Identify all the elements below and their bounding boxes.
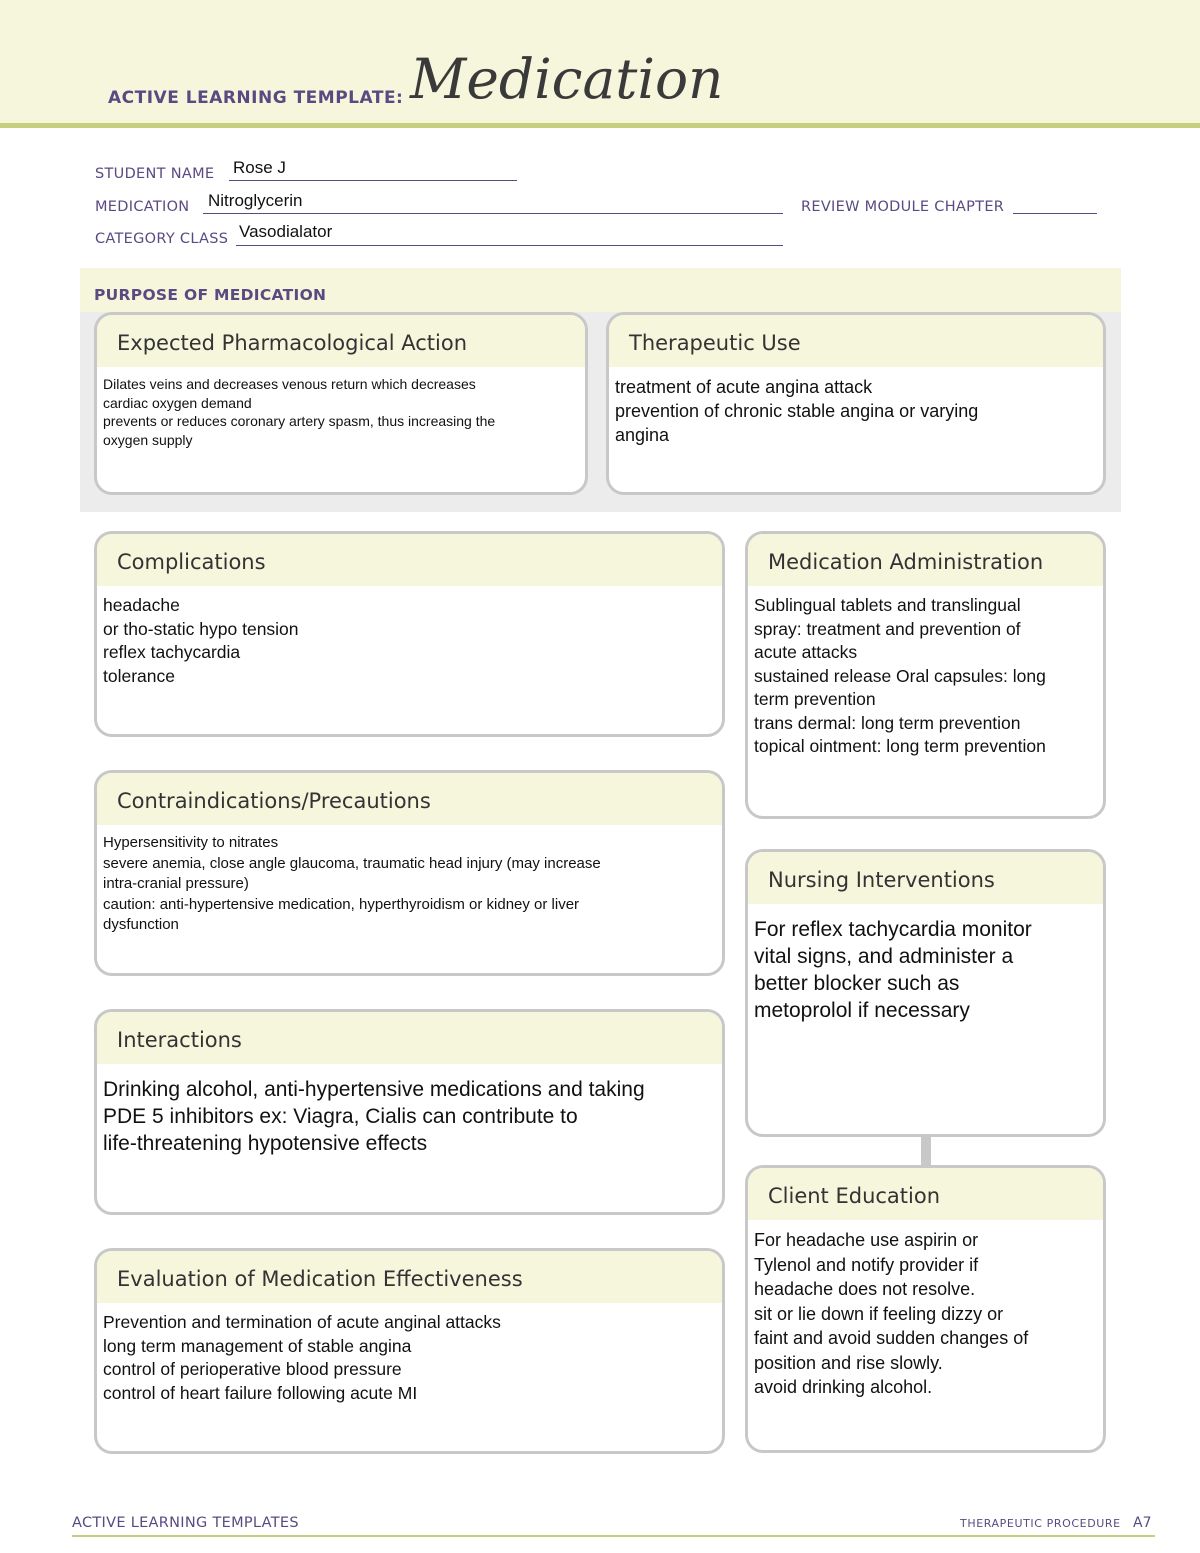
purpose-label: PURPOSE OF MEDICATION [94, 286, 327, 304]
client-education-title: Client Education [748, 1168, 1103, 1220]
client-education-text[interactable]: For headache use aspirin or Tylenol and notify provider if headache does not resolve. sit or lie down if feeling dizzy or faint and avoid sudden changes of position and rise slowly. avoid drinking alcohol. [754, 1230, 1029, 1397]
category-class-field[interactable]: Vasodialator [239, 222, 333, 241]
interactions-box [94, 1009, 725, 1215]
footer-left: ACTIVE LEARNING TEMPLATES [72, 1515, 299, 1531]
complications-box [94, 531, 725, 737]
interactions-title: Interactions [97, 1012, 722, 1064]
footer-rule [72, 1535, 1155, 1537]
therapeutic-use-text[interactable]: treatment of acute angina attack prevention of chronic stable angina or varying angina [615, 377, 979, 445]
category-class-line [236, 245, 783, 246]
therapeutic-use-box [606, 312, 1106, 495]
contraindications-text[interactable]: Hypersensitivity to nitrates severe anemia, close angle glaucoma, traumatic head injury (may increase intra-cranial pressure) caution: anti-hypertensive medication, hyperthyroidism or kidney or liver dysfunction [103, 834, 601, 933]
page-title: Medication [410, 47, 724, 111]
student-name-line [229, 180, 517, 181]
medication-administration-title: Medication Administration [748, 534, 1103, 586]
evaluation-box [94, 1248, 725, 1454]
review-module-chapter-label: REVIEW MODULE CHAPTER [801, 199, 1005, 215]
page-number: A7 [1133, 1515, 1152, 1531]
medication-field[interactable]: Nitroglycerin [208, 191, 303, 210]
medication-administration-box [745, 531, 1106, 819]
nursing-interventions-box [745, 849, 1106, 1137]
evaluation-text[interactable]: Prevention and termination of acute anginal attacks long term management of stable angina control of perioperative blood pressure control of heart failure following acute MI [103, 1312, 501, 1403]
expected-action-title: Expected Pharmacological Action [97, 315, 585, 367]
nursing-interventions-text[interactable]: For reflex tachycardia monitor vital signs, and administer a better blocker such as metoprolol if necessary [754, 918, 1032, 1022]
student-name-field[interactable]: Rose J [233, 158, 286, 177]
medication-line [203, 213, 783, 214]
client-education-box [745, 1165, 1106, 1453]
medication-administration-text[interactable]: Sublingual tablets and translingual spray: treatment and prevention of acute attacks sustained release Oral capsules: long term prevention trans dermal: long term prevention topical ointment: long term prevention [754, 595, 1046, 756]
interactions-text[interactable]: Drinking alcohol, anti-hypertensive medications and taking PDE 5 inhibitors ex: Viagra, Cialis can contribute to life-threatening hypotensive effects [103, 1078, 645, 1155]
student-name-label: STUDENT NAME [95, 166, 215, 182]
connector-bar [921, 1135, 931, 1167]
evaluation-title: Evaluation of Medication Effectiveness [97, 1251, 722, 1303]
contraindications-title: Contraindications/Precautions [97, 773, 722, 825]
category-class-label: CATEGORY CLASS [95, 231, 229, 247]
therapeutic-use-title: Therapeutic Use [609, 315, 1103, 367]
expected-action-text[interactable]: Dilates veins and decreases venous return which decreases cardiac oxygen demand prevents or reduces coronary artery spasm, thus increasing the oxygen supply [103, 376, 496, 448]
header-rule [0, 123, 1200, 128]
contraindications-box [94, 770, 725, 976]
template-label: ACTIVE LEARNING TEMPLATE: [108, 88, 404, 108]
complications-title: Complications [97, 534, 722, 586]
complications-text[interactable]: headache or tho-static hypo tension reflex tachycardia tolerance [103, 595, 299, 686]
nursing-interventions-title: Nursing Interventions [748, 852, 1103, 904]
medication-label: MEDICATION [95, 199, 190, 215]
review-module-chapter-line [1013, 213, 1097, 214]
expected-action-box [94, 312, 588, 495]
footer-right: THERAPEUTIC PROCEDURE [960, 1517, 1121, 1530]
